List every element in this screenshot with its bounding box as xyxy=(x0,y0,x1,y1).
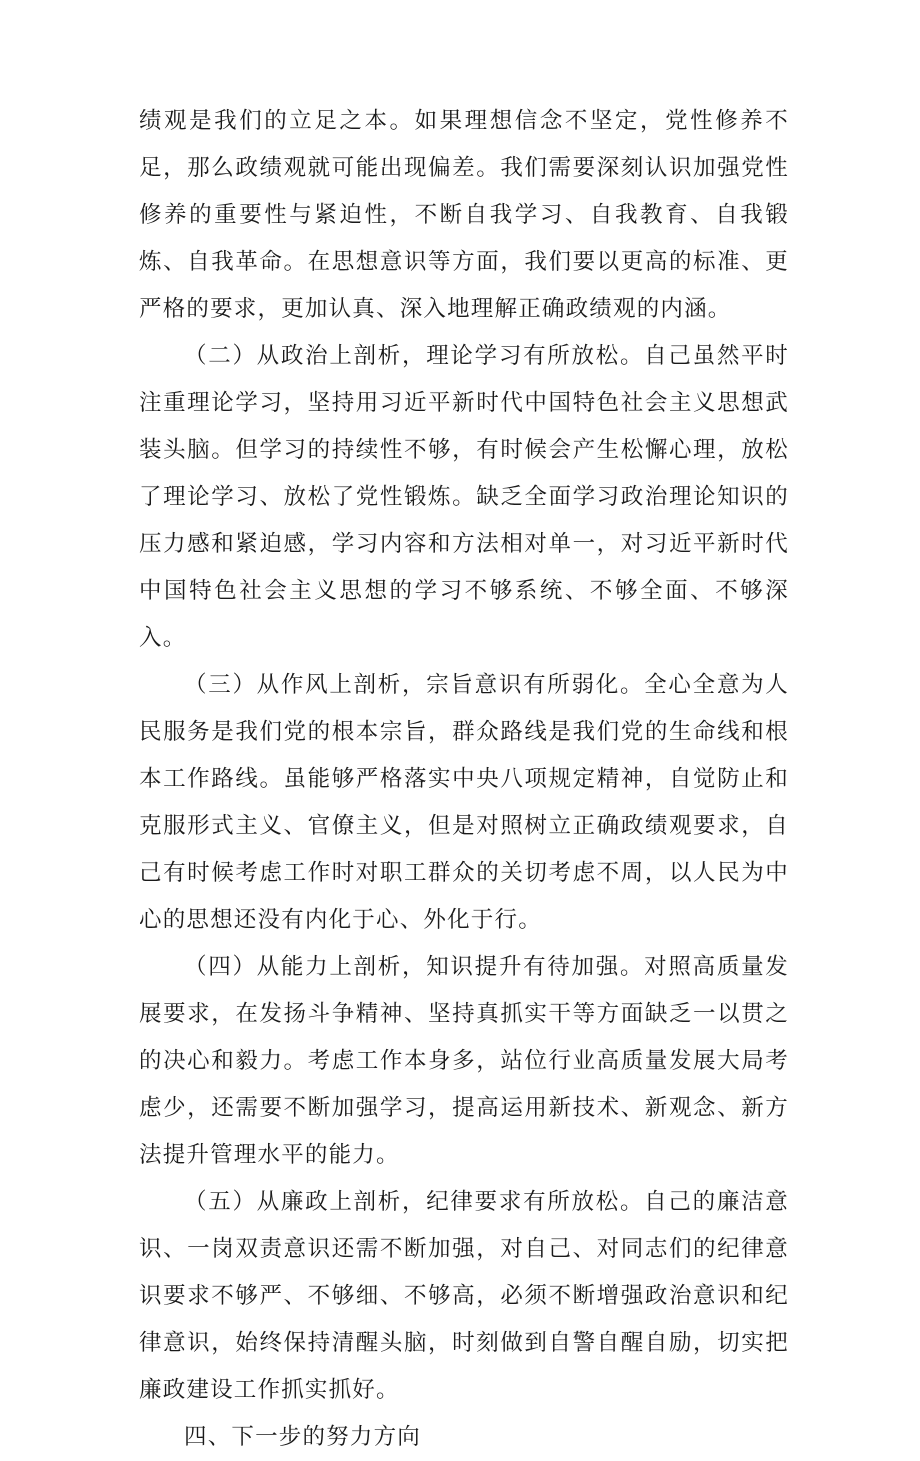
paragraph-continuation: 绩观是我们的立足之本。如果理想信念不坚定，党性修养不足，那么政绩观就可能出现偏差。我们需要深刻认识加强党性修养的重要性与紧迫性，不断自我学习、自我教育、自我锻炼、自我革命。在思想意识等方面，我们要以更高的标准、更严格的要求，更加认真、深入地理解正确政绩观的内涵。 xyxy=(139,108,789,322)
document-body xyxy=(139,98,789,1461)
paragraph-political-analysis: （二）从政治上剖析，理论学习有所放松。自己虽然平时注重理论学习，坚持用习近平新时代中国特色社会主义思想武装头脑。但学习的持续性不够，有时候会产生松懈心理，放松了理论学习、放松了党性锻炼。缺乏全面学习政治理论知识的压力感和紧迫感，学习内容和方法相对单一，对习近平新时代中国特色社会主义思想的学习不够系统、不够全面、不够深入。 xyxy=(139,343,789,651)
section-heading: 四、下一步的努力方向 xyxy=(184,1424,422,1450)
paragraph-ability-analysis: （四）从能力上剖析，知识提升有待加强。对照高质量发展要求，在发扬斗争精神、坚持真抓实干等方面缺乏一以贯之的决心和毅力。考虑工作本身多，站位行业高质量发展大局考虑少，还需要不断加强学习，提高运用新技术、新观念、新方法提升管理水平的能力。 xyxy=(139,954,789,1168)
paragraph-style-analysis: （三）从作风上剖析，宗旨意识有所弱化。全心全意为人民服务是我们党的根本宗旨，群众路线是我们党的生命线和根本工作路线。虽能够严格落实中央八项规定精神，自觉防止和克服形式主义、官僚主义，但是对照树立正确政绩观要求，自己有时候考虑工作时对职工群众的关切考虑不周，以人民为中心的思想还没有内化于心、外化于行。 xyxy=(139,672,789,933)
paragraph-integrity-analysis: （五）从廉政上剖析，纪律要求有所放松。自己的廉洁意识、一岗双责意识还需不断加强，对自己、对同志们的纪律意识要求不够严、不够细、不够高，必须不断增强政治意识和纪律意识，始终保持清醒头脑，时刻做到自警自醒自励，切实把廉政建设工作抓实抓好。 xyxy=(139,1189,789,1403)
